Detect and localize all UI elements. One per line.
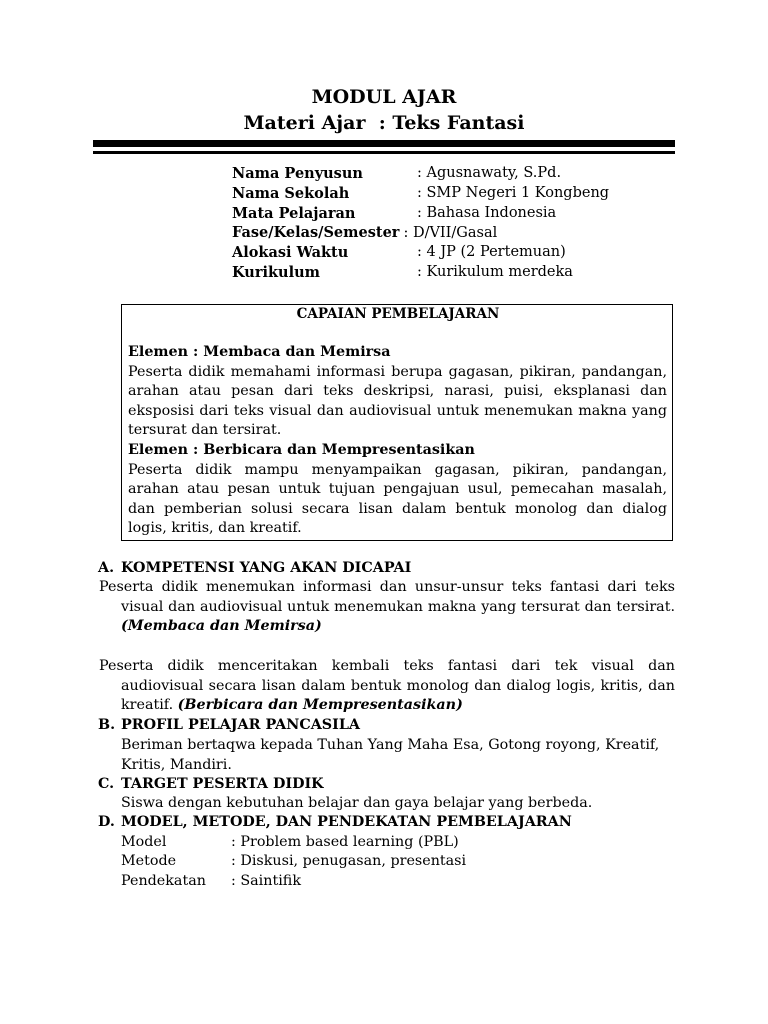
paragraph-emphasis: (Membaca dan Memirsa): [121, 618, 322, 635]
section-d-letter: D.: [98, 814, 115, 830]
elemen-membaca-text: Peserta didik memahami informasi berupa gagasan, pikiran, pandangan, arahan atau pesan dari teks deskripsi, narasi, puisi, eksplanasi dan eksposisi dari teks visual dan audiovisual untuk menemukan makna yang tersurat dan tersirat.: [128, 363, 667, 439]
section-a-paragraph-1: [99, 578, 675, 637]
info-row-nama-sekolah: [232, 184, 610, 204]
method-label: Metode: [121, 853, 177, 869]
info-row-alokasi-waktu: [232, 243, 566, 263]
method-value: : Problem based learning (PBL): [231, 834, 459, 850]
info-label: Kurikulum: [232, 263, 320, 281]
info-label: Nama Penyusun: [232, 165, 363, 182]
info-value: : Bahasa Indonesia: [417, 204, 557, 221]
section-b-text: Beriman bertaqwa kepada Tuhan Yang Maha Esa, Gotong royong, Kreatif, Kritis, Mandiri.: [121, 737, 660, 773]
info-value: : Agusnawaty, S.Pd.: [417, 165, 562, 181]
section-c-letter: C.: [98, 776, 115, 792]
info-label: Mata Pelajaran: [232, 204, 356, 222]
method-row-pendekatan: [121, 872, 301, 892]
info-value: : Kurikulum merdeka: [417, 263, 573, 280]
section-a-paragraph-2: [99, 657, 675, 716]
capaian-content: [128, 343, 667, 539]
capaian-pembelajaran-box: [121, 304, 673, 541]
method-row-model: [121, 833, 459, 853]
info-value: : 4 JP (2 Pertemuan): [417, 244, 566, 261]
method-label: Pendekatan: [121, 873, 206, 889]
elemen-membaca-title: Elemen : Membaca dan Memirsa: [128, 344, 391, 360]
section-b-letter: B.: [98, 717, 116, 733]
paragraph-emphasis: (Berbicara dan Mempresentasikan): [177, 697, 463, 714]
info-label: Nama Sekolah: [232, 184, 350, 202]
info-label: Alokasi Waktu: [232, 244, 349, 262]
paragraph-text: Peserta didik menceritakan kembali teks fantasi dari tek visual dan audiovisual secara lisan dalam bentuk monolog dan dialog logis, kritis, dan kreatif.: [99, 658, 675, 714]
document-subtitle: Materi Ajar : Teks Fantasi: [243, 112, 525, 134]
info-value: : SMP Negeri 1 Kongbeng: [417, 184, 610, 201]
section-a-title: KOMPETENSI YANG AKAN DICAPAI: [121, 560, 412, 576]
info-row-kurikulum: [232, 263, 573, 283]
paragraph-text: Peserta didik menemukan informasi dan unsur-unsur teks fantasi dari teks visual dan audiovisual untuk menemukan makna yang tersurat dan tersirat.: [99, 579, 675, 615]
method-row-metode: [121, 852, 467, 872]
method-value: : Saintifik: [231, 873, 301, 889]
info-row-fase-kelas-semester: [232, 223, 497, 243]
elemen-berbicara-title: Elemen : Berbicara dan Mempresentasikan: [128, 441, 475, 458]
identity-block: [232, 164, 610, 283]
method-label: Model: [121, 834, 167, 850]
info-row-mata-pelajaran: [232, 204, 557, 224]
document-title: MODUL AJAR: [311, 86, 457, 108]
header-rule-thick: [93, 140, 675, 147]
section-d-title: MODEL, METODE, DAN PENDEKATAN PEMBELAJARAN: [121, 814, 572, 830]
elemen-berbicara-text: Peserta didik mampu menyampaikan gagasan, pikiran, pandangan, arahan atau pesan untuk tujuan pengajuan usul, pemecahan masalah, dan pemberian solusi secara lisan dalam bentuk monolog dan dialog logis, kritis, dan kreatif.: [128, 461, 667, 537]
info-row-nama-penyusun: [232, 164, 562, 184]
section-c-text: Siswa dengan kebutuhan belajar dan gaya belajar yang berbeda.: [121, 795, 593, 811]
info-value: : D/VII/Gasal: [403, 225, 498, 242]
section-c-title: TARGET PESERTA DIDIK: [121, 776, 324, 792]
header-rule-thin: [93, 151, 675, 154]
method-value: : Diskusi, penugasan, presentasi: [231, 853, 467, 869]
section-a-letter: A.: [98, 560, 115, 576]
info-label: Fase/Kelas/Semester: [232, 224, 400, 242]
section-b-title: PROFIL PELAJAR PANCASILA: [121, 717, 360, 733]
capaian-heading: CAPAIAN PEMBELAJARAN: [296, 306, 500, 322]
